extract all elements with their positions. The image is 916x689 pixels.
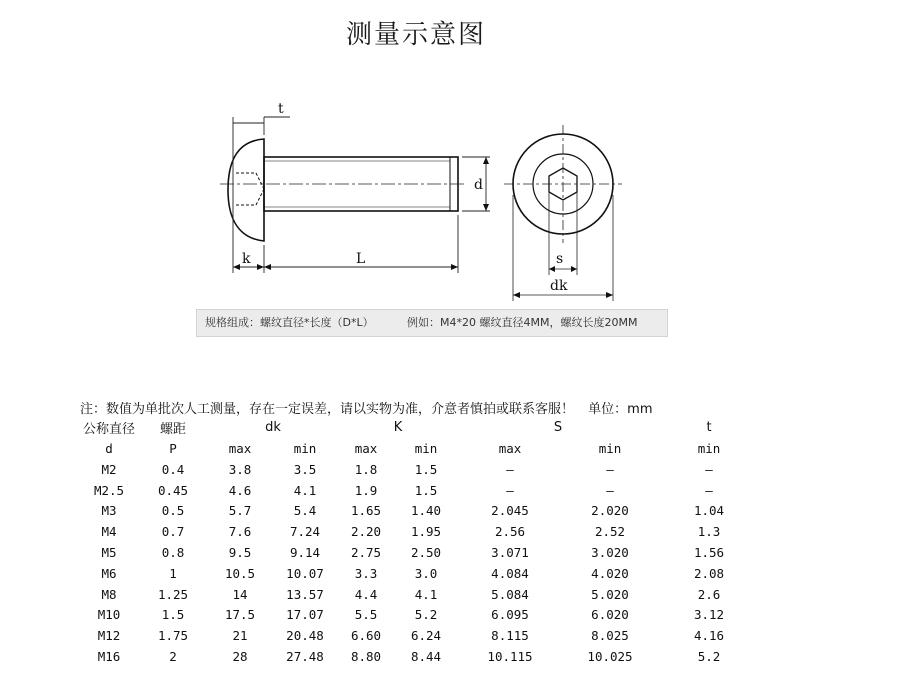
subheader-cell: d	[105, 440, 113, 456]
label-dk: dk	[550, 278, 568, 294]
table-cell: 27.48	[286, 649, 324, 665]
table-cell: M5	[101, 545, 117, 561]
table-cell: 10.5	[224, 565, 256, 581]
table-cell: 1.5	[414, 482, 438, 498]
table-cell: 2.6	[697, 586, 721, 602]
table-row	[80, 605, 760, 626]
spec-example: 例如：M4*20 螺纹直径4MM，螺纹长度20MM	[407, 316, 638, 329]
table-cell: 14	[232, 586, 248, 602]
table-row	[80, 501, 760, 522]
table-cell: 1.04	[693, 503, 725, 519]
header-dk: dk	[265, 420, 281, 435]
table-cell: 5.7	[228, 503, 252, 519]
table-row	[80, 542, 760, 563]
table-cell: 4.1	[293, 482, 317, 498]
table-cell: 1.3	[697, 524, 721, 540]
table-row	[80, 625, 760, 646]
table-cell: M2.5	[93, 482, 125, 498]
spec-composition: 规格组成：螺纹直径*长度（D*L）	[205, 316, 374, 329]
table-cell: 4.020	[591, 565, 629, 581]
table-cell: M8	[101, 586, 117, 602]
table-cell: 10.025	[587, 649, 633, 665]
subheader-cell: min	[293, 440, 317, 456]
table-cell: 3.3	[354, 565, 378, 581]
table-cell: M6	[101, 565, 117, 581]
table-cell: 0.4	[161, 461, 185, 477]
screw-drawing	[200, 95, 650, 307]
table-cell: 0.45	[157, 482, 189, 498]
subheader-cell: max	[498, 440, 522, 456]
table-cell: 1.5	[414, 461, 438, 477]
table-cell: 9.5	[228, 545, 252, 561]
table-cell: 0.5	[161, 503, 185, 519]
table-cell: 5.4	[293, 503, 317, 519]
table-cell: M10	[97, 607, 121, 623]
table-cell: 28	[232, 649, 248, 665]
table-cell: 8.115	[491, 628, 529, 644]
table-cell: 3.071	[491, 545, 529, 561]
table-cell: –	[606, 461, 614, 477]
table-cell: 6.020	[591, 607, 629, 623]
table-cell: 5.2	[414, 607, 438, 623]
table-cell: 3.8	[228, 461, 252, 477]
table-cell: 3.020	[591, 545, 629, 561]
table-cell: 4.16	[693, 628, 725, 644]
note-text: 注：数值为单批次人工测量，存在一定误差，请以实物为准，介意者慎拍或联系客服！	[80, 402, 575, 417]
table-cell: 1.25	[157, 586, 189, 602]
subheader-cell: max	[354, 440, 378, 456]
table-cell: M4	[101, 524, 117, 540]
table-cell: 2.56	[494, 524, 526, 540]
table-cell: 4.6	[228, 482, 252, 498]
table-cell: 1.56	[693, 545, 725, 561]
table-cell: 1.40	[410, 503, 442, 519]
table-row	[80, 646, 760, 667]
label-k: k	[242, 251, 251, 267]
table-cell: 1.5	[161, 607, 185, 623]
table-cell: 13.57	[286, 586, 324, 602]
table-cell: 5.020	[591, 586, 629, 602]
socket-hidden-lines	[236, 173, 264, 205]
page-title: 测量示意图	[345, 20, 486, 50]
table-cell: 2.75	[350, 545, 382, 561]
table-cell: 6.095	[491, 607, 529, 623]
table-cell: 10.115	[487, 649, 533, 665]
table-row	[80, 459, 760, 480]
table-cell: 5.5	[354, 607, 378, 623]
table-cell: 5.2	[697, 649, 721, 665]
measurement-note	[80, 398, 652, 417]
table-cell: 1	[169, 565, 177, 581]
table-cell: 17.5	[224, 607, 256, 623]
table-cell: 1.8	[354, 461, 378, 477]
table-cell: 6.24	[410, 628, 442, 644]
table-cell: 1.95	[410, 524, 442, 540]
dimension-table	[80, 418, 760, 667]
table-cell: 20.48	[286, 628, 324, 644]
header-k: K	[393, 420, 403, 435]
table-cell: 17.07	[286, 607, 324, 623]
table-cell: 8.44	[410, 649, 442, 665]
table-cell: –	[705, 461, 713, 477]
table-subheader-row	[80, 437, 760, 459]
table-cell: 7.24	[289, 524, 321, 540]
table-cell: 8.025	[591, 628, 629, 644]
subheader-cell: min	[697, 440, 721, 456]
spec-composition-box	[196, 309, 668, 337]
header-nominal-diameter: 公称直径	[82, 422, 135, 437]
subheader-cell: min	[414, 440, 438, 456]
table-row	[80, 480, 760, 501]
table-cell: 1.9	[354, 482, 378, 498]
table-cell: M2	[101, 461, 117, 477]
table-cell: M16	[97, 649, 121, 665]
table-row	[80, 521, 760, 542]
header-t: t	[706, 420, 712, 435]
label-s: s	[556, 251, 564, 267]
table-cell: –	[506, 482, 514, 498]
table-cell: 0.7	[161, 524, 185, 540]
table-cell: 9.14	[289, 545, 321, 561]
table-cell: 2.52	[594, 524, 626, 540]
table-cell: 7.6	[228, 524, 252, 540]
table-cell: 0.8	[161, 545, 185, 561]
table-cell: 2.08	[693, 565, 725, 581]
table-cell: 2.020	[591, 503, 629, 519]
table-cell: 4.4	[354, 586, 378, 602]
label-L: L	[356, 251, 366, 267]
table-cell: 6.60	[350, 628, 382, 644]
table-cell: 2.20	[350, 524, 382, 540]
table-cell: 2.045	[491, 503, 529, 519]
table-cell: 10.07	[286, 565, 324, 581]
subheader-cell: min	[598, 440, 622, 456]
subheader-cell: max	[228, 440, 252, 456]
table-cell: 3.12	[693, 607, 725, 623]
table-cell: 1.65	[350, 503, 382, 519]
header-s: S	[553, 420, 563, 435]
header-pitch: 螺距	[159, 422, 186, 437]
table-cell: M3	[101, 503, 117, 519]
table-cell: –	[606, 482, 614, 498]
table-cell: 1.75	[157, 628, 189, 644]
table-cell: 2.50	[410, 545, 442, 561]
label-d: d	[474, 177, 483, 193]
table-cell: 21	[232, 628, 248, 644]
table-cell: M12	[97, 628, 121, 644]
unit-label: 单位：mm	[588, 402, 653, 417]
table-cell: 4.084	[491, 565, 529, 581]
table-cell: –	[705, 482, 713, 498]
table-row	[80, 563, 760, 584]
table-cell: 2	[169, 649, 177, 665]
table-header-row	[80, 418, 760, 437]
table-cell: 5.084	[491, 586, 529, 602]
table-body	[80, 459, 760, 667]
table-cell: 3.5	[293, 461, 317, 477]
table-cell: 4.1	[414, 586, 438, 602]
table-cell: 8.80	[350, 649, 382, 665]
label-t: t	[278, 101, 284, 117]
subheader-cell: P	[169, 440, 177, 456]
table-row	[80, 584, 760, 605]
table-cell: –	[506, 461, 514, 477]
table-cell: 3.0	[414, 565, 438, 581]
